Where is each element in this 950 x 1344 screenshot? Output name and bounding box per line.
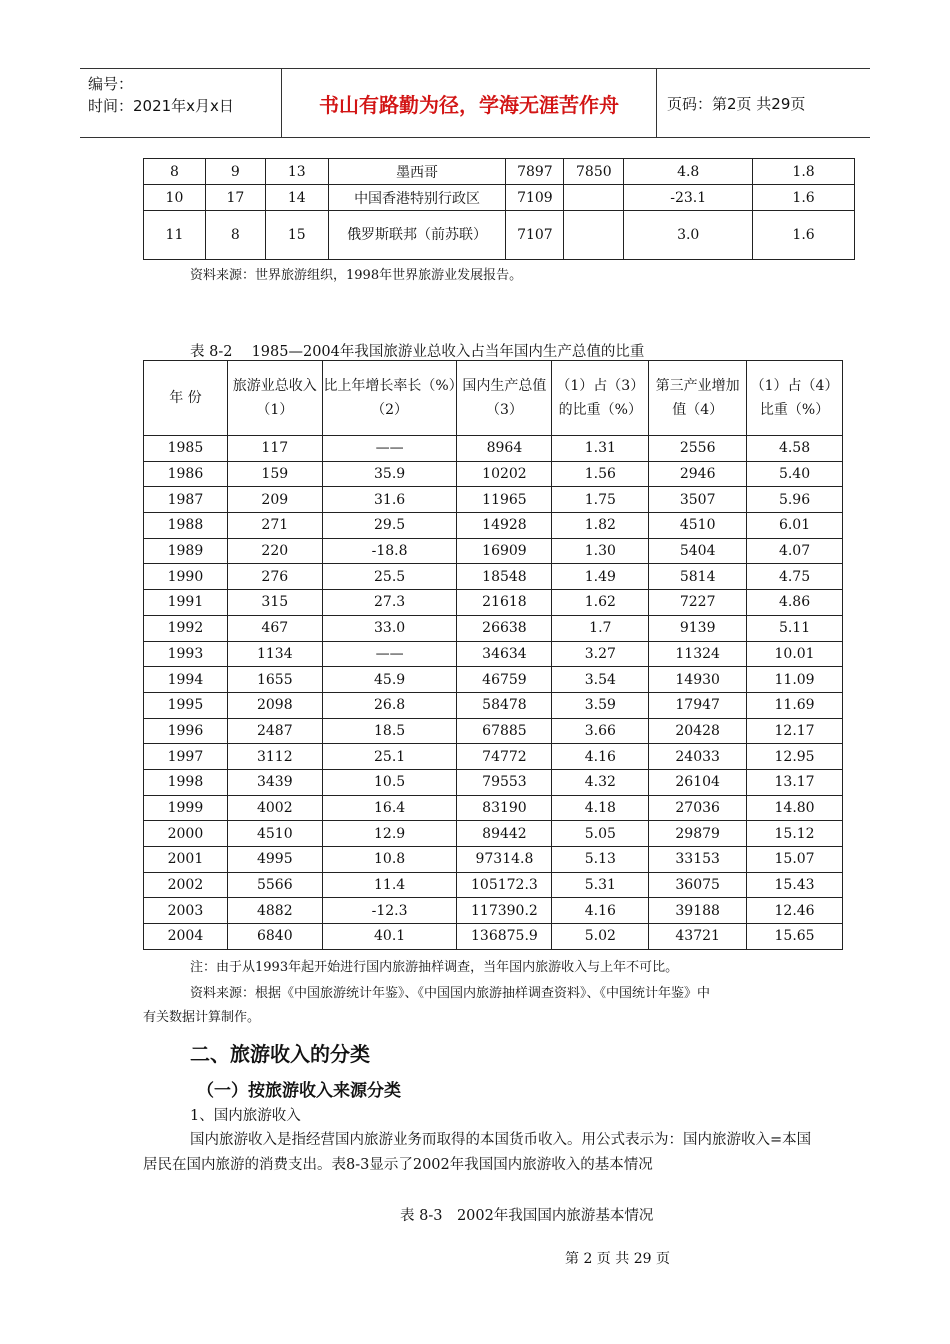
table-cell: 4.16 xyxy=(552,744,649,770)
table-cell: 7897 xyxy=(506,159,564,185)
table-cell: 2001 xyxy=(144,847,228,873)
table-cell: 3.54 xyxy=(552,667,649,693)
table-cell: 2946 xyxy=(649,461,747,487)
table-cell: 1986 xyxy=(144,461,228,487)
table-cell: 1992 xyxy=(144,615,228,641)
table-cell: 79553 xyxy=(457,769,552,795)
table-cell: 26.8 xyxy=(322,692,457,718)
table-cell: 4995 xyxy=(227,847,322,873)
table-cell: 1987 xyxy=(144,487,228,513)
table-cell: 20428 xyxy=(649,718,747,744)
table-cell: 33.0 xyxy=(322,615,457,641)
table-cell: 3.27 xyxy=(552,641,649,667)
table-row xyxy=(144,692,843,718)
table-row xyxy=(144,924,843,950)
table-row xyxy=(144,769,843,795)
table-cell: 1.82 xyxy=(552,513,649,539)
table-cell: 4510 xyxy=(227,821,322,847)
table-cell: 18548 xyxy=(457,564,552,590)
table-row xyxy=(144,185,855,211)
table-row xyxy=(144,795,843,821)
table-cell: 1989 xyxy=(144,538,228,564)
table-cell: 墨西哥 xyxy=(328,159,506,185)
table-cell: 209 xyxy=(227,487,322,513)
table-cell xyxy=(564,185,624,211)
table-cell: 43721 xyxy=(649,924,747,950)
column-header: （1）占（3）的比重（%） xyxy=(552,361,649,436)
table-cell: 3112 xyxy=(227,744,322,770)
table-cell: 9 xyxy=(205,159,265,185)
table-cell: 40.1 xyxy=(322,924,457,950)
table-cell: 12.17 xyxy=(747,718,843,744)
table-header-row xyxy=(144,361,843,436)
table-cell: 4510 xyxy=(649,513,747,539)
table-cell: 1985 xyxy=(144,436,228,462)
table-cell: 13.17 xyxy=(747,769,843,795)
table-cell: 5566 xyxy=(227,872,322,898)
table-cell: 1.6 xyxy=(753,185,855,211)
table-cell: 83190 xyxy=(457,795,552,821)
table-cell: 5814 xyxy=(649,564,747,590)
table-cell: 5.05 xyxy=(552,821,649,847)
section-subheading: （一）按旅游收入来源分类 xyxy=(197,1081,401,1101)
table-cell: 5.11 xyxy=(747,615,843,641)
table-cell: 27.3 xyxy=(322,590,457,616)
table-cell: 74772 xyxy=(457,744,552,770)
table-cell: 10.5 xyxy=(322,769,457,795)
column-header: 国内生产总值（3） xyxy=(457,361,552,436)
table-cell: —— xyxy=(322,641,457,667)
table-cell: 27036 xyxy=(649,795,747,821)
table-cell: 136875.9 xyxy=(457,924,552,950)
table2-source-line2: 有关数据计算制作。 xyxy=(143,1010,261,1025)
header-meta xyxy=(80,69,282,137)
table-cell: 4.07 xyxy=(747,538,843,564)
table-cell: 58478 xyxy=(457,692,552,718)
table-cell: 1990 xyxy=(144,564,228,590)
column-header: 比上年增长率长（%）（2） xyxy=(322,361,457,436)
table-cell: 16.4 xyxy=(322,795,457,821)
table-cell: 271 xyxy=(227,513,322,539)
table-cell: 1.7 xyxy=(552,615,649,641)
table-cell: 11.4 xyxy=(322,872,457,898)
table-cell: 24033 xyxy=(649,744,747,770)
table-cell: 10.01 xyxy=(747,641,843,667)
table2-caption: 表 8-2 1985—2004年我国旅游业总收入占当年国内生产总值的比重 xyxy=(190,344,645,360)
table-cell: 1991 xyxy=(144,590,228,616)
table-cell: 3439 xyxy=(227,769,322,795)
item-heading: 1、国内旅游收入 xyxy=(190,1108,301,1124)
table-cell: 117390.2 xyxy=(457,898,552,924)
table1-source: 资料来源：世界旅游组织，1998年世界旅游业发展报告。 xyxy=(190,268,523,283)
table-cell: 俄罗斯联邦（前苏联） xyxy=(328,211,506,260)
table-cell: 15 xyxy=(265,211,328,260)
table-cell: 1988 xyxy=(144,513,228,539)
table-cell: 2002 xyxy=(144,872,228,898)
table-row xyxy=(144,159,855,185)
table-row xyxy=(144,436,843,462)
table-cell: 5.96 xyxy=(747,487,843,513)
table-cell: 12.95 xyxy=(747,744,843,770)
table-cell: 1994 xyxy=(144,667,228,693)
table-cell: 8 xyxy=(144,159,206,185)
table-cell: 276 xyxy=(227,564,322,590)
table-cell: 315 xyxy=(227,590,322,616)
table-cell: 34634 xyxy=(457,641,552,667)
table-cell: 15.12 xyxy=(747,821,843,847)
table-row xyxy=(144,564,843,590)
table-cell: 5.40 xyxy=(747,461,843,487)
table-cell: 1997 xyxy=(144,744,228,770)
table-cell: 21618 xyxy=(457,590,552,616)
table-cell: 35.9 xyxy=(322,461,457,487)
table-row xyxy=(144,461,843,487)
table-row xyxy=(144,513,843,539)
table-cell: 3507 xyxy=(649,487,747,513)
table-cell: 10.8 xyxy=(322,847,457,873)
table-cell: 14928 xyxy=(457,513,552,539)
table-cell: 11.69 xyxy=(747,692,843,718)
table-cell: 4882 xyxy=(227,898,322,924)
table-cell: 10 xyxy=(144,185,206,211)
table-row xyxy=(144,641,843,667)
number-label: 编号： xyxy=(88,75,134,93)
table-cell: 17 xyxy=(205,185,265,211)
table-cell: 46759 xyxy=(457,667,552,693)
table-cell: 39188 xyxy=(649,898,747,924)
table-cell: 4.75 xyxy=(747,564,843,590)
table-cell: 1134 xyxy=(227,641,322,667)
column-header: （1）占（4）比重（%） xyxy=(747,361,843,436)
table-cell: 1993 xyxy=(144,641,228,667)
table-cell: 2487 xyxy=(227,718,322,744)
table-row xyxy=(144,872,843,898)
table3-caption: 表 8-3 2002年我国国内旅游基本情况 xyxy=(400,1208,654,1224)
table-cell: 1.6 xyxy=(753,211,855,260)
table-cell: 5.13 xyxy=(552,847,649,873)
table-cell: 36075 xyxy=(649,872,747,898)
table-cell: 26104 xyxy=(649,769,747,795)
header-motto: 书山有路勤为径，学海无涯苦作舟 xyxy=(282,69,657,137)
table-cell: 2000 xyxy=(144,821,228,847)
table-cell: 5.02 xyxy=(552,924,649,950)
table-cell: 1999 xyxy=(144,795,228,821)
table-row xyxy=(144,667,843,693)
table-cell: 7109 xyxy=(506,185,564,211)
table-cell: 12.9 xyxy=(322,821,457,847)
table-cell: 25.1 xyxy=(322,744,457,770)
table-cell: 7850 xyxy=(564,159,624,185)
table-cell: 14.80 xyxy=(747,795,843,821)
table-cell: 7227 xyxy=(649,590,747,616)
table-cell: 4002 xyxy=(227,795,322,821)
column-header: 第三产业增加值（4） xyxy=(649,361,747,436)
table-cell: 25.5 xyxy=(322,564,457,590)
table-cell: 1.31 xyxy=(552,436,649,462)
table-cell: 中国香港特别行政区 xyxy=(328,185,506,211)
table-cell: 117 xyxy=(227,436,322,462)
table-row xyxy=(144,590,843,616)
table-cell: 16909 xyxy=(457,538,552,564)
table-cell: 5404 xyxy=(649,538,747,564)
page-footer: 第 2 页 共 29 页 xyxy=(565,1251,670,1267)
table-cell: 11965 xyxy=(457,487,552,513)
table-cell: 5.31 xyxy=(552,872,649,898)
table-cell: 4.8 xyxy=(624,159,753,185)
table-cell: 1996 xyxy=(144,718,228,744)
header-page-info: 页码：第2页 共29页 xyxy=(667,94,806,113)
table-cell: 12.46 xyxy=(747,898,843,924)
table-row xyxy=(144,615,843,641)
page-header xyxy=(80,68,870,138)
table-cell: 220 xyxy=(227,538,322,564)
table-cell xyxy=(564,211,624,260)
table-cell: 1.8 xyxy=(753,159,855,185)
table-cell: 1.49 xyxy=(552,564,649,590)
table-row xyxy=(144,847,843,873)
column-header: 年 份 xyxy=(144,361,228,436)
body-paragraph: 国内旅游收入是指经营国内旅游业务而取得的本国货币收入。用公式表示为：国内旅游收入=本国居民在国内旅游的消费支出。表8-3显示了2002年我国国内旅游收入的基本情况 xyxy=(143,1132,812,1173)
table-cell: 1655 xyxy=(227,667,322,693)
table2-note: 注：由于从1993年起开始进行国内旅游抽样调查，当年国内旅游收入与上年不可比。 xyxy=(190,960,679,975)
table-cell: 2003 xyxy=(144,898,228,924)
table-cell: 45.9 xyxy=(322,667,457,693)
table-cell: 15.07 xyxy=(747,847,843,873)
table-cell: -12.3 xyxy=(322,898,457,924)
table-cell: 89442 xyxy=(457,821,552,847)
table-cell: 11.09 xyxy=(747,667,843,693)
table-cell: 4.16 xyxy=(552,898,649,924)
table-cell: 14 xyxy=(265,185,328,211)
table-row xyxy=(144,898,843,924)
column-header: 旅游业总收入（1） xyxy=(227,361,322,436)
table-cell: 159 xyxy=(227,461,322,487)
table-cell: 31.6 xyxy=(322,487,457,513)
table-cell: 11324 xyxy=(649,641,747,667)
table-cell: 4.86 xyxy=(747,590,843,616)
table-cell: 1998 xyxy=(144,769,228,795)
table-row xyxy=(144,538,843,564)
table-cell: 4.32 xyxy=(552,769,649,795)
table-cell: 6.01 xyxy=(747,513,843,539)
table-cell: 6840 xyxy=(227,924,322,950)
table-row xyxy=(144,487,843,513)
table-cell: 3.66 xyxy=(552,718,649,744)
table-cell: -18.8 xyxy=(322,538,457,564)
table-row xyxy=(144,821,843,847)
table-cell: 3.0 xyxy=(624,211,753,260)
table-cell: 105172.3 xyxy=(457,872,552,898)
table-cell: 2556 xyxy=(649,436,747,462)
table-cell: 2098 xyxy=(227,692,322,718)
table-cell: 1.75 xyxy=(552,487,649,513)
table-cell: 9139 xyxy=(649,615,747,641)
table-cell: 11 xyxy=(144,211,206,260)
tourism-revenue-table xyxy=(143,360,843,950)
table-cell: 26638 xyxy=(457,615,552,641)
table-cell: 8 xyxy=(205,211,265,260)
table-cell: 1.56 xyxy=(552,461,649,487)
table-cell: 10202 xyxy=(457,461,552,487)
table-cell: 3.59 xyxy=(552,692,649,718)
table-cell: 14930 xyxy=(649,667,747,693)
table2-source-line1: 资料来源：根据《中国旅游统计年鉴》、《中国国内旅游抽样调查资料》、《中国统计年鉴》中 xyxy=(190,986,711,1001)
table-cell: 97314.8 xyxy=(457,847,552,873)
table-cell: 67885 xyxy=(457,718,552,744)
table-cell: 15.65 xyxy=(747,924,843,950)
table-row xyxy=(144,211,855,260)
table-cell: 2004 xyxy=(144,924,228,950)
table-row xyxy=(144,718,843,744)
table-cell: 18.5 xyxy=(322,718,457,744)
country-ranking-table xyxy=(143,158,855,260)
table-cell: 4.18 xyxy=(552,795,649,821)
table-cell: —— xyxy=(322,436,457,462)
table-cell: -23.1 xyxy=(624,185,753,211)
table-cell: 33153 xyxy=(649,847,747,873)
table-cell: 15.43 xyxy=(747,872,843,898)
time-label: 时间：2021年x月x日 xyxy=(88,97,234,115)
table-cell: 29.5 xyxy=(322,513,457,539)
table-cell: 17947 xyxy=(649,692,747,718)
section-heading: 二、旅游收入的分类 xyxy=(190,1042,370,1066)
table-cell: 13 xyxy=(265,159,328,185)
table-cell: 467 xyxy=(227,615,322,641)
table-cell: 4.58 xyxy=(747,436,843,462)
table-row xyxy=(144,744,843,770)
table-cell: 1.62 xyxy=(552,590,649,616)
table-cell: 29879 xyxy=(649,821,747,847)
table-cell: 8964 xyxy=(457,436,552,462)
table-cell: 1.30 xyxy=(552,538,649,564)
table-cell: 1995 xyxy=(144,692,228,718)
table-cell: 7107 xyxy=(506,211,564,260)
